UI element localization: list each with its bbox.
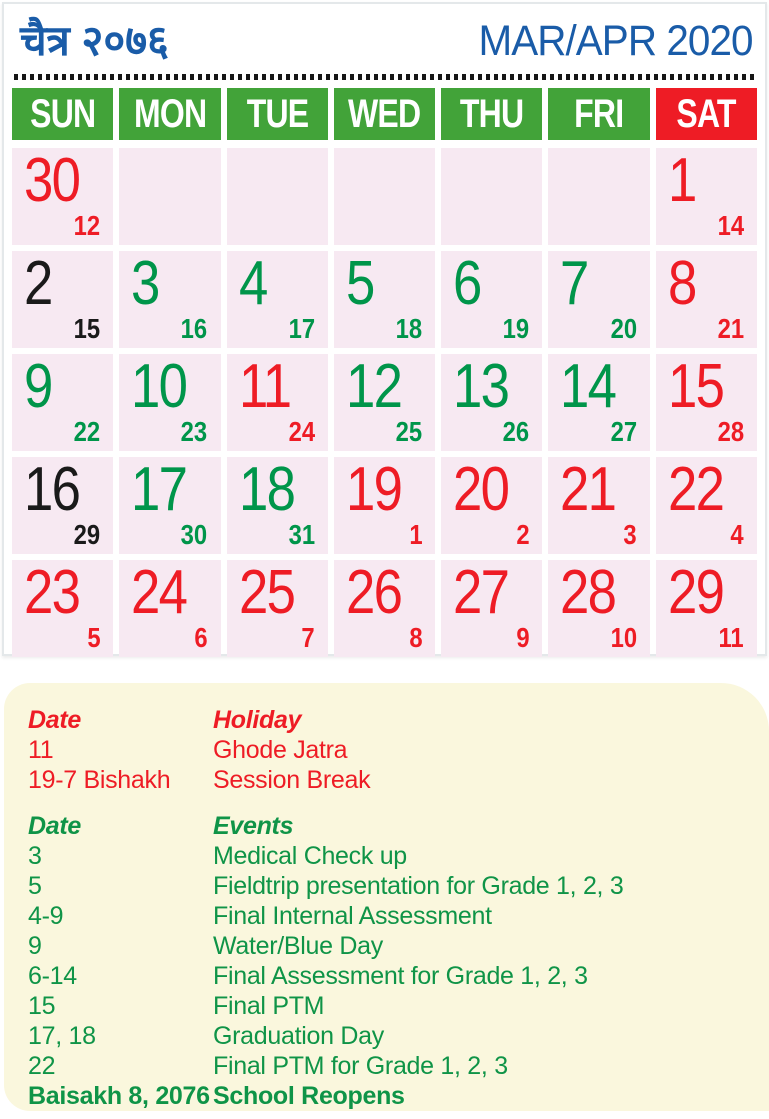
english-date: 31	[288, 519, 315, 550]
holiday-date: 19-7 Bishakh	[28, 766, 171, 794]
english-date: 21	[717, 313, 744, 344]
nepali-date: 7	[560, 249, 589, 318]
weekday-header-sat	[656, 88, 757, 140]
english-date: 7	[301, 622, 315, 653]
event-row	[28, 991, 769, 1021]
nepali-date: 4	[238, 249, 267, 318]
events-title-header: Events	[213, 812, 294, 840]
event-date: 15	[28, 992, 56, 1020]
day-cell	[119, 354, 220, 451]
day-cell	[12, 457, 113, 554]
nepali-date: 13	[453, 352, 509, 421]
english-date: 8	[408, 622, 423, 653]
day-cell	[441, 457, 542, 554]
holiday-date-header: Date	[28, 706, 81, 734]
event-date: 9	[28, 932, 42, 960]
event-text: Graduation Day	[213, 1022, 384, 1050]
weekday-label: THU	[460, 92, 524, 136]
calendar-header	[4, 4, 765, 72]
nepali-date: 5	[345, 249, 374, 318]
nepali-date: 18	[238, 455, 294, 524]
nepali-date: 3	[131, 249, 159, 318]
day-cell	[334, 251, 435, 348]
weekday-header-fri	[548, 88, 649, 140]
nepali-date: 26	[345, 558, 402, 627]
dotted-separator	[14, 74, 755, 80]
english-date: 16	[181, 313, 208, 344]
day-cell-empty	[441, 148, 542, 245]
event-date: 4-9	[28, 902, 64, 930]
english-date: 15	[73, 313, 101, 344]
day-cell	[334, 354, 435, 451]
day-cell	[227, 560, 328, 657]
day-cell	[12, 560, 113, 657]
day-cell	[227, 354, 328, 451]
english-date: 12	[73, 210, 101, 241]
event-text: Final PTM for Grade 1, 2, 3	[213, 1052, 508, 1080]
english-date: 30	[181, 519, 208, 550]
day-cell	[656, 251, 757, 348]
english-date: 6	[194, 622, 208, 653]
day-cell	[334, 457, 435, 554]
english-date: 25	[395, 416, 423, 447]
event-text: Final Internal Assessment	[213, 902, 492, 930]
event-text: Water/Blue Day	[213, 932, 383, 960]
day-cell	[227, 457, 328, 554]
nepali-date: 28	[560, 558, 616, 627]
nepali-date: 2	[24, 249, 52, 318]
english-date: 11	[718, 622, 744, 653]
english-date: 4	[730, 519, 744, 550]
english-date: 3	[623, 519, 637, 550]
day-cell	[656, 148, 757, 245]
english-date: 9	[516, 622, 530, 653]
nepali-date: 16	[24, 455, 80, 524]
event-text: Final Assessment for Grade 1, 2, 3	[213, 962, 588, 990]
day-cell	[334, 560, 435, 657]
holiday-row	[28, 735, 769, 765]
day-cell	[441, 354, 542, 451]
holiday-date: 11	[28, 736, 54, 764]
event-row	[28, 901, 769, 931]
english-date: 27	[610, 416, 637, 447]
event-row	[28, 1021, 769, 1051]
day-cell-empty	[227, 148, 328, 245]
reopen-date: Baisakh 8, 2076	[28, 1082, 210, 1110]
event-date: 22	[28, 1052, 56, 1080]
nepali-date: 15	[667, 352, 723, 421]
english-date: 1	[408, 519, 423, 550]
nepali-date: 12	[345, 352, 402, 421]
english-date: 22	[73, 416, 101, 447]
nepali-date: 20	[453, 455, 509, 524]
weekday-label: WED	[348, 92, 421, 136]
event-date: 17, 18	[28, 1022, 96, 1050]
english-date: 19	[502, 313, 530, 344]
holiday-title-header: Holiday	[213, 706, 302, 734]
day-cell-empty	[548, 148, 649, 245]
day-cell	[441, 251, 542, 348]
weekday-label: TUE	[246, 92, 309, 136]
nepali-date: 29	[667, 558, 723, 627]
day-cell	[12, 148, 113, 245]
event-date: 6-14	[28, 962, 77, 990]
weekday-header-thu	[441, 88, 542, 140]
day-cell	[119, 560, 220, 657]
events-date-header: Date	[28, 812, 81, 840]
english-date: 24	[288, 416, 315, 447]
english-date: 28	[717, 416, 744, 447]
reopen-text: School Reopens	[213, 1082, 405, 1110]
event-row	[28, 871, 769, 901]
day-cell	[548, 251, 649, 348]
event-date: 3	[28, 842, 42, 870]
events-header-row	[28, 811, 769, 841]
calendar-card	[2, 2, 767, 656]
english-month-title: MAR/APR 2020	[478, 16, 753, 65]
weekday-header-row	[12, 88, 757, 140]
holiday-header-row	[28, 705, 769, 735]
english-date: 23	[181, 416, 208, 447]
nepali-date: 1	[667, 146, 696, 215]
english-date: 14	[717, 210, 744, 241]
english-date: 26	[502, 416, 530, 447]
english-date: 18	[395, 313, 423, 344]
holiday-row	[28, 765, 769, 795]
event-row	[28, 841, 769, 871]
event-row	[28, 1051, 769, 1081]
nepali-date: 6	[453, 249, 481, 318]
day-cell	[227, 251, 328, 348]
weekday-label: SUN	[30, 92, 96, 136]
english-date: 20	[610, 313, 637, 344]
day-cell	[548, 560, 649, 657]
day-cell	[548, 354, 649, 451]
day-cell-empty	[334, 148, 435, 245]
school-reopens-row	[28, 1081, 769, 1111]
weekday-label: MON	[133, 92, 207, 136]
english-date: 2	[516, 519, 530, 550]
nepali-date: 19	[345, 455, 402, 524]
day-cell	[656, 560, 757, 657]
nepali-date: 30	[24, 146, 80, 215]
weekday-header-sun	[12, 88, 113, 140]
nepali-date: 10	[131, 352, 187, 421]
weekday-header-wed	[334, 88, 435, 140]
nepali-date: 23	[24, 558, 80, 627]
holiday-text: Ghode Jatra	[213, 736, 348, 764]
english-date: 29	[73, 519, 101, 550]
event-text: Final PTM	[213, 992, 325, 1020]
nepali-date: 9	[24, 352, 52, 421]
english-date: 17	[288, 313, 315, 344]
nepali-date: 8	[667, 249, 696, 318]
nepali-date: 21	[560, 455, 616, 524]
english-date: 10	[610, 622, 637, 653]
nepali-date: 25	[238, 558, 294, 627]
day-cell	[656, 354, 757, 451]
day-cell	[12, 354, 113, 451]
event-row	[28, 931, 769, 961]
holiday-text: Session Break	[213, 766, 371, 794]
nepali-month-title: चैत्र २०७६	[20, 17, 169, 64]
nepali-date: 27	[453, 558, 509, 627]
notes-panel	[4, 683, 769, 1111]
event-row	[28, 961, 769, 991]
day-cell	[548, 457, 649, 554]
day-cell	[119, 251, 220, 348]
day-cell-empty	[119, 148, 220, 245]
nepali-date: 17	[131, 455, 187, 524]
event-text: Fieldtrip presentation for Grade 1, 2, 3	[213, 872, 624, 900]
weekday-label: FRI	[574, 92, 624, 136]
nepali-date: 14	[560, 352, 616, 421]
weekday-label: SAT	[676, 92, 736, 136]
nepali-date: 24	[131, 558, 187, 627]
weekday-header-mon	[119, 88, 220, 140]
nepali-date: 11	[238, 352, 290, 421]
day-cell	[441, 560, 542, 657]
weekday-header-tue	[227, 88, 328, 140]
nepali-date: 22	[667, 455, 723, 524]
day-cell	[12, 251, 113, 348]
calendar-grid	[12, 148, 757, 657]
english-date: 5	[87, 622, 101, 653]
event-date: 5	[28, 872, 42, 900]
event-text: Medical Check up	[213, 842, 407, 870]
day-cell	[119, 457, 220, 554]
day-cell	[656, 457, 757, 554]
